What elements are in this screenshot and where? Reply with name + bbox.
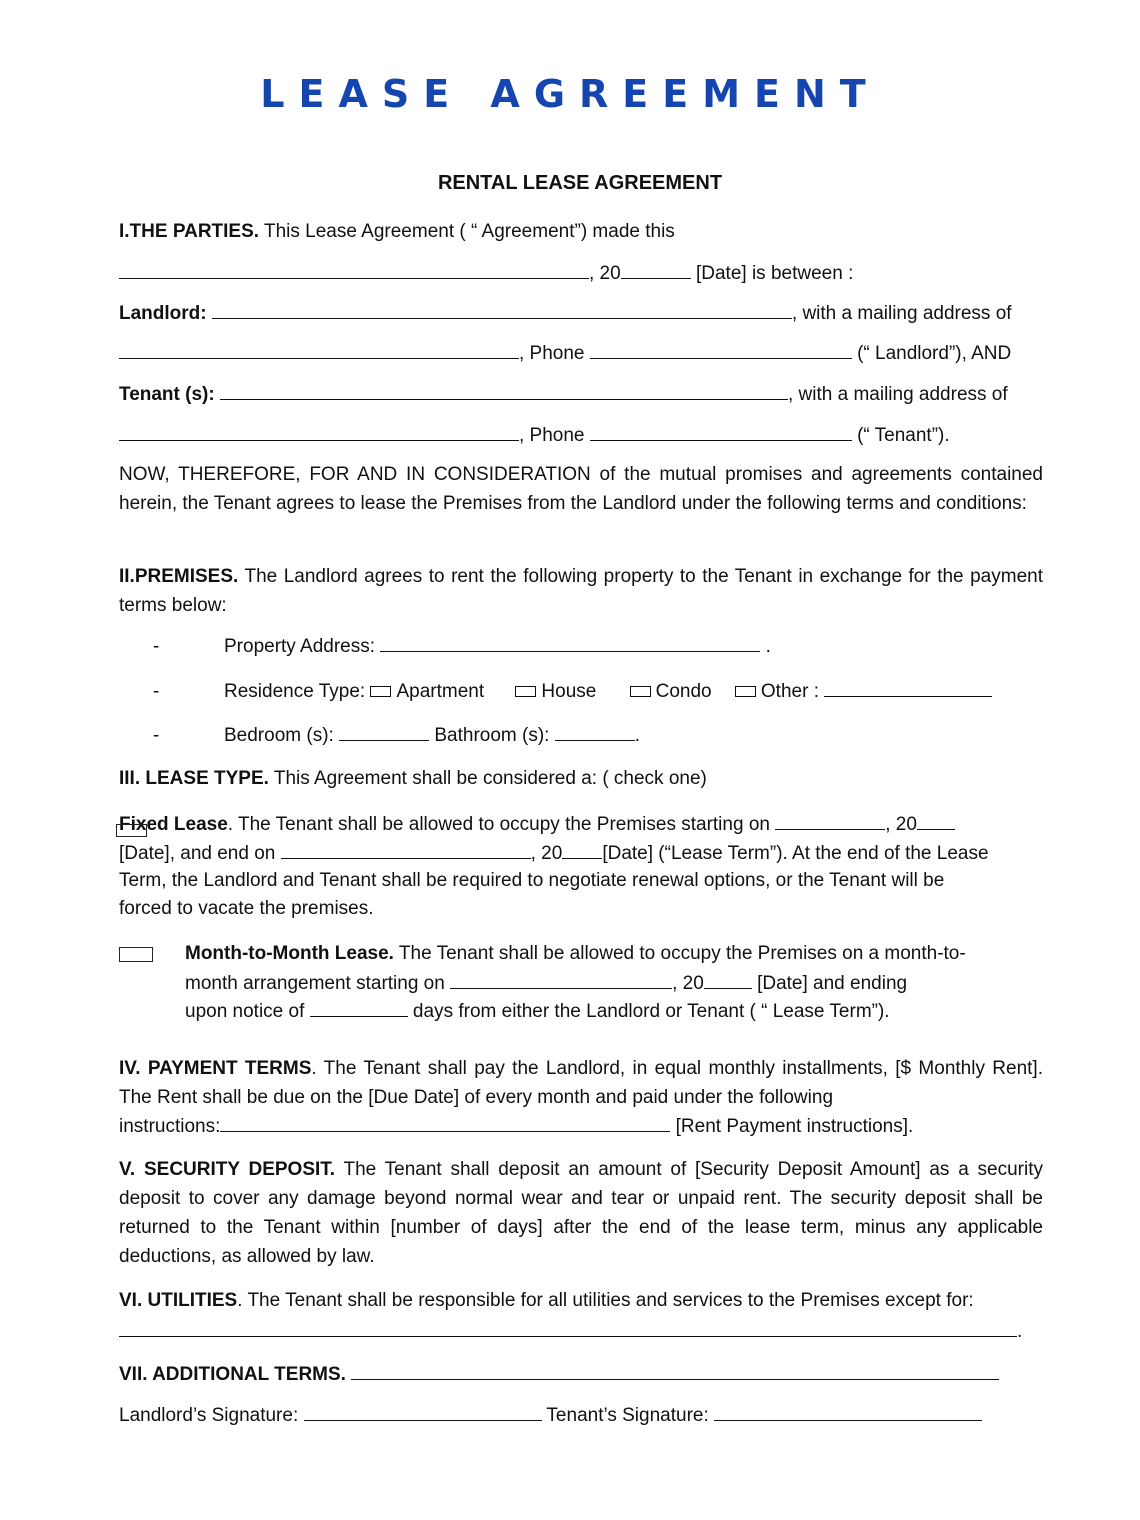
m2m-year-blank[interactable]: [704, 968, 752, 989]
fixed-lease-line-2: [119, 838, 989, 868]
text: month arrangement starting on: [185, 973, 451, 994]
start-year-blank[interactable]: [917, 809, 955, 830]
section-heading: IV. PAYMENT TERMS: [119, 1058, 312, 1079]
m2m-line-3: [185, 996, 890, 1026]
text: .: [760, 636, 771, 657]
tenant-name-blank[interactable]: [220, 379, 788, 400]
other-checkbox[interactable]: [735, 686, 756, 697]
document-subtitle: RENTAL LEASE AGREEMENT: [437, 172, 723, 194]
landlord-signature-label: Landlord’s Signature:: [119, 1405, 304, 1426]
fixed-lease-line-4: forced to vacate the premises.: [119, 898, 374, 919]
option-label: House: [541, 681, 597, 702]
section-heading: III. LEASE TYPE.: [119, 768, 269, 789]
text: days from either the Landlord or Tenant ( “ Lease Term”).: [407, 1001, 890, 1022]
text: . The Tenant shall be allowed to occupy the Premises starting on: [227, 814, 776, 835]
bullet: -: [153, 681, 160, 702]
lease-type-line: [119, 764, 707, 793]
fixed-lease-line-3: Term, the Landlord and Tenant shall be required to negotiate renewal options, or the Tenant will be: [119, 870, 945, 891]
year-blank[interactable]: [621, 258, 691, 279]
text: , Phone: [519, 425, 590, 446]
section-heading: I.THE PARTIES.: [119, 221, 260, 242]
utilities-blank-line: [119, 1316, 1022, 1346]
fixed-lease-checkbox[interactable]: [116, 824, 147, 837]
text: , 20: [530, 843, 563, 864]
parties-intro: [119, 217, 675, 246]
end-year-blank[interactable]: [562, 838, 602, 859]
tenant-address-blank[interactable]: [119, 420, 519, 441]
text: Bathroom (s):: [429, 725, 555, 746]
text: , 20: [589, 263, 621, 284]
text: , with a mailing address of: [791, 303, 1012, 324]
m2m-heading: Month-to-Month Lease.: [185, 943, 394, 964]
m2m-line-1: [185, 939, 966, 968]
option-label: Condo: [655, 681, 712, 702]
tenant-address-line: [119, 420, 950, 450]
date-blank[interactable]: [119, 258, 589, 279]
apartment-checkbox[interactable]: [370, 686, 391, 697]
tenant-label: Tenant (s):: [119, 384, 220, 405]
text: The Landlord agrees to rent the following property to the Tenant in exchange for the payment terms below:: [119, 566, 1043, 616]
consideration-paragraph: NOW, THEREFORE, FOR AND IN CONSIDERATION of the mutual promises and agreements contained herein, the Tenant agrees to lease the Premises from the Landlord under the following terms and conditions:: [119, 464, 1043, 514]
text: The Tenant shall deposit an amount of [Security Deposit Amount] as a security deposit to cover any damage beyond normal wear and tear or unpaid rent. The security deposit shall be returned to the Tenant within [number of days] after the end of the lease term, minus any applicable deductions, as allowed by law.: [119, 1159, 1043, 1267]
notice-days-blank[interactable]: [310, 996, 408, 1017]
document-title: LEASE AGREEMENT: [260, 72, 880, 116]
fixed-lease-heading: Fixed Lease: [119, 814, 228, 835]
tenant-signature-label: Tenant’s Signature:: [541, 1405, 715, 1426]
deposit-paragraph: [119, 1155, 1043, 1271]
section-heading: VII. ADDITIONAL TERMS.: [119, 1364, 346, 1385]
landlord-address-blank[interactable]: [119, 338, 519, 359]
premises-paragraph: [119, 562, 1043, 620]
property-address-line: [153, 631, 771, 661]
residence-type-line: [153, 676, 992, 706]
start-date-blank[interactable]: [775, 809, 885, 830]
tenant-phone-blank[interactable]: [590, 420, 852, 441]
signature-line: [119, 1400, 982, 1430]
landlord-name-blank[interactable]: [212, 298, 792, 319]
text: , 20: [672, 973, 704, 994]
text: [Date] and ending: [751, 973, 908, 994]
option-label: Other :: [760, 681, 825, 702]
end-date-blank[interactable]: [281, 838, 531, 859]
text: , 20: [885, 814, 917, 835]
month-to-month-checkbox[interactable]: [119, 947, 153, 962]
text: This Lease Agreement ( “ Agreement”) made this: [259, 221, 675, 242]
tenant-signature-blank[interactable]: [714, 1400, 982, 1421]
bullet: -: [153, 725, 160, 746]
text: , Phone: [519, 343, 590, 364]
date-line: [119, 258, 853, 288]
utilities-blank[interactable]: [119, 1316, 1017, 1337]
text: [Date], and end on: [119, 843, 281, 864]
utilities-line: [119, 1286, 974, 1315]
fixed-lease-line-1: [119, 809, 955, 839]
rooms-line: [153, 720, 640, 750]
bathroom-blank[interactable]: [555, 720, 635, 741]
text: Residence Type:: [224, 681, 371, 702]
bullet: -: [153, 636, 160, 657]
text: The Tenant shall be allowed to occupy the Premises on a month-to-: [393, 943, 966, 964]
text: upon notice of: [185, 1001, 310, 1022]
tenant-line: [119, 379, 1008, 409]
payment-paragraph: [119, 1054, 1043, 1112]
additional-terms-line: [119, 1359, 999, 1389]
section-heading: II.PREMISES.: [119, 566, 239, 587]
additional-terms-blank[interactable]: [351, 1359, 999, 1380]
m2m-line-2: [185, 968, 907, 998]
text: This Agreement shall be considered a: ( check one): [268, 768, 707, 789]
text: . The Tenant shall pay the Landlord, in equal monthly installments, [$ Monthly Rent]. The Rent shall be due on the [Due Date] of every month and paid under the following: [119, 1058, 1043, 1108]
property-address-blank[interactable]: [380, 631, 760, 652]
landlord-line: [119, 298, 1012, 328]
text: .: [1017, 1321, 1023, 1342]
text: , with a mailing address of: [787, 384, 1008, 405]
text: . The Tenant shall be responsible for all utilities and services to the Premises except for:: [237, 1290, 974, 1311]
bedroom-blank[interactable]: [339, 720, 429, 741]
section-heading: VI. UTILITIES: [119, 1290, 238, 1311]
text: [Rent Payment instructions].: [675, 1116, 914, 1137]
m2m-start-blank[interactable]: [450, 968, 672, 989]
other-blank[interactable]: [824, 676, 992, 697]
text: (“ Tenant”).: [857, 425, 950, 446]
landlord-signature-blank[interactable]: [304, 1400, 542, 1421]
text: .: [634, 725, 641, 746]
text: instructions:: [119, 1116, 221, 1137]
house-checkbox[interactable]: [515, 686, 536, 697]
option-label: Apartment: [396, 681, 485, 702]
text: Bedroom (s):: [224, 725, 340, 746]
landlord-label: Landlord:: [119, 303, 212, 324]
landlord-phone-blank[interactable]: [590, 338, 852, 359]
payment-instructions-line: [119, 1111, 913, 1141]
payment-instructions-blank[interactable]: [220, 1111, 670, 1132]
landlord-address-line: [119, 338, 1011, 368]
condo-checkbox[interactable]: [630, 686, 651, 697]
text: Property Address:: [224, 636, 381, 657]
section-heading: V. SECURITY DEPOSIT.: [119, 1159, 336, 1180]
text: (“ Landlord”), AND: [857, 343, 1012, 364]
text: [Date] (“Lease Term”). At the end of the Lease: [602, 843, 989, 864]
text: [Date] is between :: [695, 263, 854, 284]
